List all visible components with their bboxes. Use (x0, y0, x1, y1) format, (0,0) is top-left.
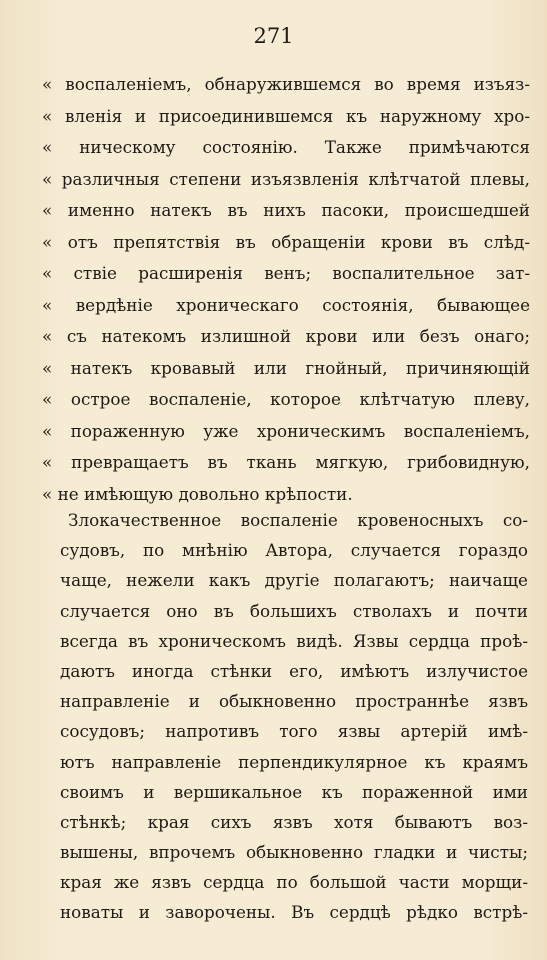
quoted-line: « вленія и присоединившемся къ наружному хро- (42, 105, 530, 126)
quoted-line: « натекъ кровавый или гнойный, причиняющій (42, 357, 530, 378)
quoted-line: « ническому состоянію. Также примѣчаются (42, 137, 530, 157)
quoted-line: « ствіе расширенія венъ; воспалительное зат- (42, 263, 530, 283)
quoted-line: « острое воспаленіе, которое клѣтчатую плеву, (42, 389, 530, 409)
quoted-line: « не имѣющую довольно крѣпости. (42, 483, 353, 504)
paragraph-line: края же язвъ сердца по большой части морщи- (60, 872, 528, 893)
paragraph-line: даютъ иногда стѣнки его, имѣютъ излучистое (60, 660, 528, 681)
paragraph-line: случается оно въ большихъ стволахъ и почти (60, 600, 528, 621)
paragraph-line: ютъ направленіе перпендикулярное къ краямъ (60, 751, 528, 772)
paragraph-line: вышены, впрочемъ обыкновенно гладки и чисты; (60, 842, 528, 863)
quoted-line: « вердѣніе хроническаго состоянія, бывающее (42, 294, 530, 315)
body-paragraph (60, 505, 528, 928)
quoted-passage (42, 69, 530, 510)
quoted-line: « именно натекъ въ нихъ пасоки, происшедшей (42, 200, 530, 220)
paragraph-line: всегда въ хроническомъ видѣ. Язвы сердца проѣ- (60, 630, 528, 651)
paragraph-line: своимъ и вершикальное къ пораженной ими (60, 781, 528, 802)
paragraph-line: направленіе и обыкновенно пространнѣе язвъ (60, 691, 528, 712)
page-number: 271 (253, 24, 294, 48)
paragraph-line: новаты и заворочены. Въ сердцѣ рѣдко встрѣ- (60, 902, 528, 923)
quoted-line: « съ натекомъ излишной крови или безъ онаго; (42, 326, 530, 346)
paragraph-line: судовъ, по мнѣнію Автора, случается гораздо (60, 540, 528, 561)
quoted-line: « пораженную уже хроническимъ воспаленіемъ, (42, 420, 530, 441)
quoted-line: « различныя степени изъязвленія клѣтчатой плевы, (42, 168, 530, 189)
paragraph-line: чаще, нежели какъ другіе полагаютъ; наичаще (60, 570, 528, 591)
paragraph-line: сосудовъ; напротивъ того язвы артерій имѣ- (60, 721, 528, 742)
quoted-line: « воспаленіемъ, обнаружившемся во время изъяз- (42, 74, 530, 94)
paragraph-line: стѣнкѣ; края сихъ язвъ хотя бываютъ воз- (60, 811, 528, 832)
quoted-line: « отъ препятствія въ обращеніи крови въ слѣд- (42, 231, 530, 252)
paragraph-line: Злокачественное воспаленіе кровеносныхъ со- (68, 510, 528, 530)
quoted-line: « превращаетъ въ ткань мягкую, грибовидную, (42, 452, 530, 472)
